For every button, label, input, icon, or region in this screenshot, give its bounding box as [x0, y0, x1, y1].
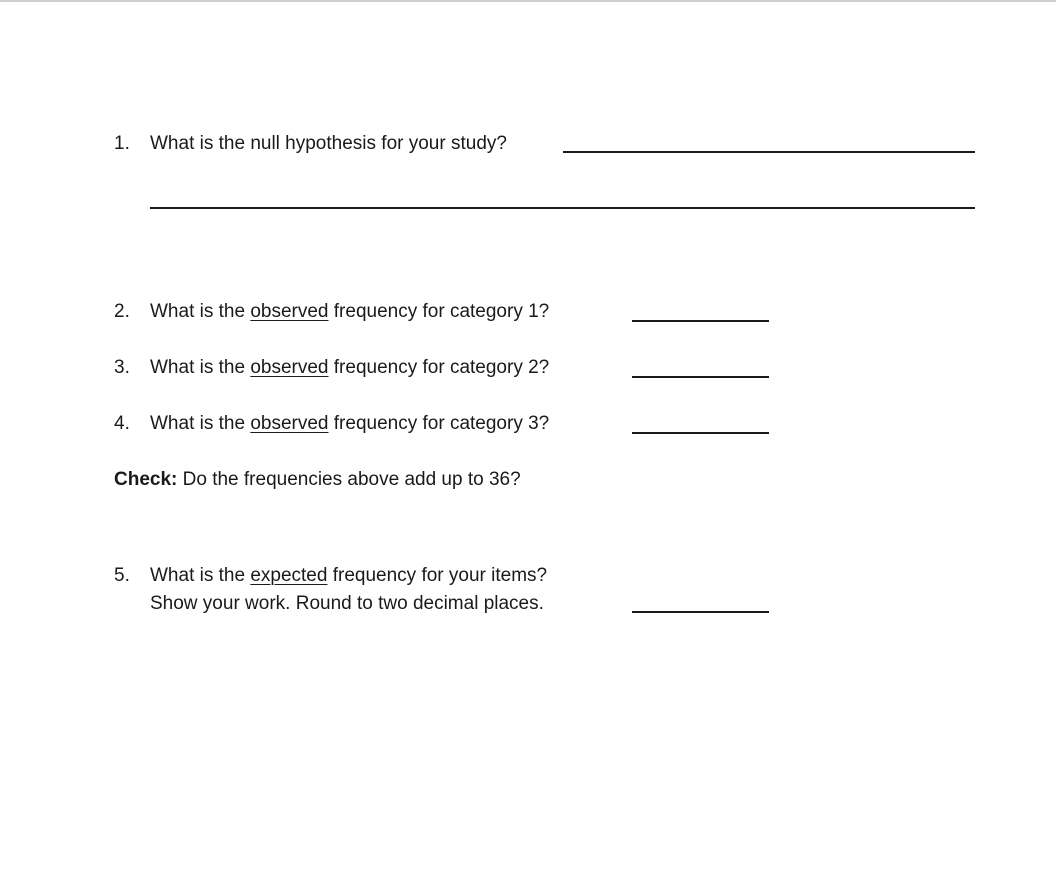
q5-answer-line[interactable]: [632, 611, 769, 613]
q3-text-pre: What is the: [150, 357, 251, 378]
q2-emphasis: observed: [250, 301, 329, 322]
q5-number: 5.: [114, 565, 130, 586]
q1-answer-line-2[interactable]: [150, 207, 975, 209]
q2-text-post: frequency for category 1?: [328, 301, 550, 322]
q4-number: 4.: [114, 413, 130, 434]
q4-answer-line[interactable]: [632, 432, 769, 434]
q5-emphasis: expected: [250, 565, 328, 586]
q2-text-pre: What is the: [150, 301, 251, 322]
page-top-border: [0, 0, 1056, 2]
q1-number: 1.: [114, 133, 130, 154]
check-label: Check:: [114, 469, 178, 490]
q2-number: 2.: [114, 301, 130, 322]
q2-answer-line[interactable]: [632, 320, 769, 322]
q5-text: [150, 564, 547, 588]
q5-text-post: frequency for your items?: [327, 565, 548, 586]
q3-emphasis: observed: [250, 357, 329, 378]
q4-emphasis: observed: [250, 413, 329, 434]
q3-answer-line[interactable]: [632, 376, 769, 378]
q3-number: 3.: [114, 357, 130, 378]
q3-text: [150, 356, 549, 380]
q4-text: [150, 412, 549, 436]
q5-text-pre: What is the: [150, 565, 251, 586]
check-text: [114, 468, 521, 492]
q5-instructions: Show your work. Round to two decimal places.: [150, 593, 544, 614]
q2-text: [150, 300, 549, 324]
q4-text-post: frequency for category 3?: [328, 413, 550, 434]
q3-text-post: frequency for category 2?: [328, 357, 550, 378]
q1-answer-line-1[interactable]: [563, 151, 975, 153]
q4-text-pre: What is the: [150, 413, 251, 434]
check-question: Do the frequencies above add up to 36?: [177, 469, 521, 490]
q1-text: What is the null hypothesis for your study?: [150, 133, 507, 154]
